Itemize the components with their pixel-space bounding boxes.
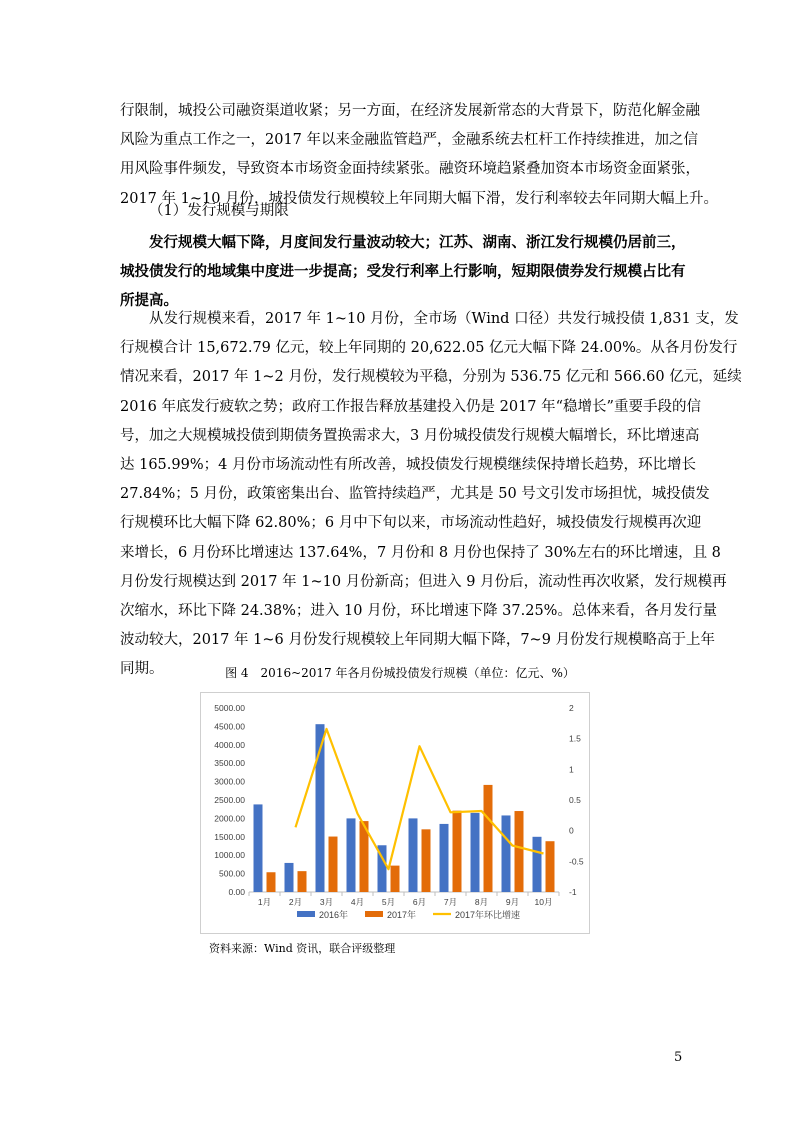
y-left-tick-label: 4000.00 [214, 739, 245, 750]
bar-2016年 [471, 813, 480, 892]
page-number: 5 [674, 1050, 683, 1065]
bar-2016年 [347, 818, 356, 892]
text-line: 达 165.99%；4 月份市场流动性有所改善，城投债发行规模继续保持增长趋势，环比增长 [120, 457, 696, 474]
bar-2017年 [267, 872, 276, 892]
bar-2017年 [484, 785, 493, 892]
text-line: 行限制，城投公司融资渠道收紧；另一方面，在经济发展新常态的大背景下，防范化解金融 [120, 103, 700, 119]
section-heading: （1）发行规模与期限 [149, 203, 289, 219]
legend-label: 2017年 [387, 910, 417, 920]
y-left-tick-label: 500.00 [219, 868, 245, 879]
bar-2016年 [409, 818, 418, 892]
y-left-tick-label: 1000.00 [214, 850, 245, 861]
body-paragraph [120, 305, 742, 685]
text-line: 同期。 [120, 661, 164, 678]
legend-label: 2016年 [319, 910, 349, 920]
y-left-tick-label: 2000.00 [214, 813, 245, 824]
text-line: 27.84%；5 月份，政策密集出台、监管持续趋严，尤其是 50 号文引发市场担忧，城投债发 [120, 486, 710, 503]
y-right-tick-label: 1.5 [569, 733, 581, 744]
y-left-tick-label: 1500.00 [214, 831, 245, 842]
bar-2016年 [440, 824, 449, 892]
x-tick-label: 3月 [319, 897, 334, 907]
y-left-tick-label: 4500.00 [214, 721, 245, 732]
text-line: 号，加之大规模城投债到期债务置换需求大，3 月份城投债发行规模大幅增长，环比增速高 [120, 427, 700, 444]
y-left-tick-label: 3000.00 [214, 776, 245, 787]
text-line: 次缩水，环比下降 24.38%；进入 10 月份，环比增速下降 37.25%。总体来看，各月发行量 [120, 603, 717, 620]
text-line: 用风险事件频发，导致资本市场资金面持续紧张。融资环境趋紧叠加资本市场资金面紧张， [120, 161, 700, 178]
x-tick-label: 10月 [534, 897, 553, 907]
y-left-tick-label: 5000.00 [214, 703, 245, 713]
text-line: 月份发行规模达到 2017 年 1~10 月份新高；但进入 9 月份后，流动性再次收紧，发行规模再 [120, 573, 727, 590]
legend-label: 2017年环比增速 [455, 910, 521, 920]
text-line: 从发行规模来看，2017 年 1~10 月份，全市场（Wind 口径）共发行城投债 1,831 支，发 [149, 311, 739, 327]
x-tick-label: 8月 [474, 897, 489, 907]
bar-2016年 [285, 863, 294, 892]
text-line: 2017 年 1~10 月份，城投债发行规模较上年同期大幅下滑，发行利率较去年同期大幅上升。 [120, 190, 719, 207]
text-line: 所提高。 [120, 292, 178, 310]
bar-2017年 [298, 871, 307, 892]
y-right-tick-label: -0.5 [569, 856, 584, 867]
text-line: 情况来看，2017 年 1~2 月份，发行规模较为平稳，分别为 536.75 亿元和 566.60 亿元，延续 [120, 369, 742, 386]
bar-2017年 [422, 829, 431, 892]
x-tick-label: 6月 [412, 897, 427, 907]
legend-swatch [365, 911, 383, 917]
text-line: 行规模环比大幅下降 62.80%；6 月中下旬以来，市场流动性趋好，城投债发行规模再次迎 [120, 515, 702, 532]
figure-caption: 图 4 2016~2017 年各月份城投债发行规模（单位：亿元、%） [225, 666, 575, 680]
x-tick-label: 1月 [257, 897, 272, 907]
intro-paragraph [120, 97, 719, 214]
text-line: 来增长，6 月份环比增速达 137.64%，7 月份和 8 月份也保持了 30%左右的环比增速，且 8 [120, 544, 721, 561]
text-line: 行规模合计 15,672.79 亿元，较上年同期的 20,622.05 亿元大幅下降 24.00%。从各月份发行 [120, 340, 738, 357]
y-left-tick-label: 2500.00 [214, 795, 245, 805]
y-right-tick-label: 1 [569, 764, 574, 775]
bar-2016年 [254, 804, 263, 892]
summary-paragraph [120, 228, 686, 316]
chart-frame [200, 692, 590, 934]
y-right-tick-label: 2 [569, 703, 574, 713]
x-tick-label: 7月 [443, 897, 458, 907]
y-right-tick-label: 0.5 [569, 795, 581, 805]
x-tick-label: 5月 [381, 897, 396, 907]
text-line: 风险为重点工作之一，2017 年以来金融监管趋严，金融系统去杠杆工作持续推进，加之信 [120, 132, 699, 149]
y-left-tick-label: 3500.00 [214, 758, 245, 769]
legend-swatch [297, 911, 315, 917]
bar-2016年 [502, 815, 511, 892]
bar-2017年 [546, 841, 555, 892]
text-line: 城投债发行的地域集中度进一步提高；受发行利率上行影响，短期限债券发行规模占比有 [120, 263, 686, 281]
text-line: 波动较大，2017 年 1~6 月份发行规模较上年同期大幅下降，7~9 月份发行规模略高于上年 [120, 632, 716, 649]
text-line: 2016 年底发行疲软之势；政府工作报告释放基建投入仍是 2017 年“稳增长”重要手段的信 [120, 398, 701, 415]
bar-2017年 [329, 837, 338, 892]
y-right-tick-label: 0 [569, 825, 574, 836]
bar-2017年 [515, 811, 524, 892]
x-tick-label: 2月 [288, 897, 303, 907]
text-line: 发行规模大幅下降，月度间发行量波动较大；江苏、湖南、浙江发行规模仍居前三， [149, 234, 686, 251]
x-tick-label: 4月 [350, 897, 365, 907]
y-right-tick-label: -1 [569, 887, 577, 897]
x-tick-label: 9月 [505, 897, 520, 907]
bar-line-chart [201, 693, 589, 933]
bar-2017年 [391, 866, 400, 892]
y-left-tick-label: 0.00 [228, 887, 245, 897]
bar-2016年 [533, 837, 542, 892]
bar-2017年 [453, 811, 462, 892]
figure-source: 资料来源：Wind 资讯，联合评级整理 [209, 942, 396, 955]
